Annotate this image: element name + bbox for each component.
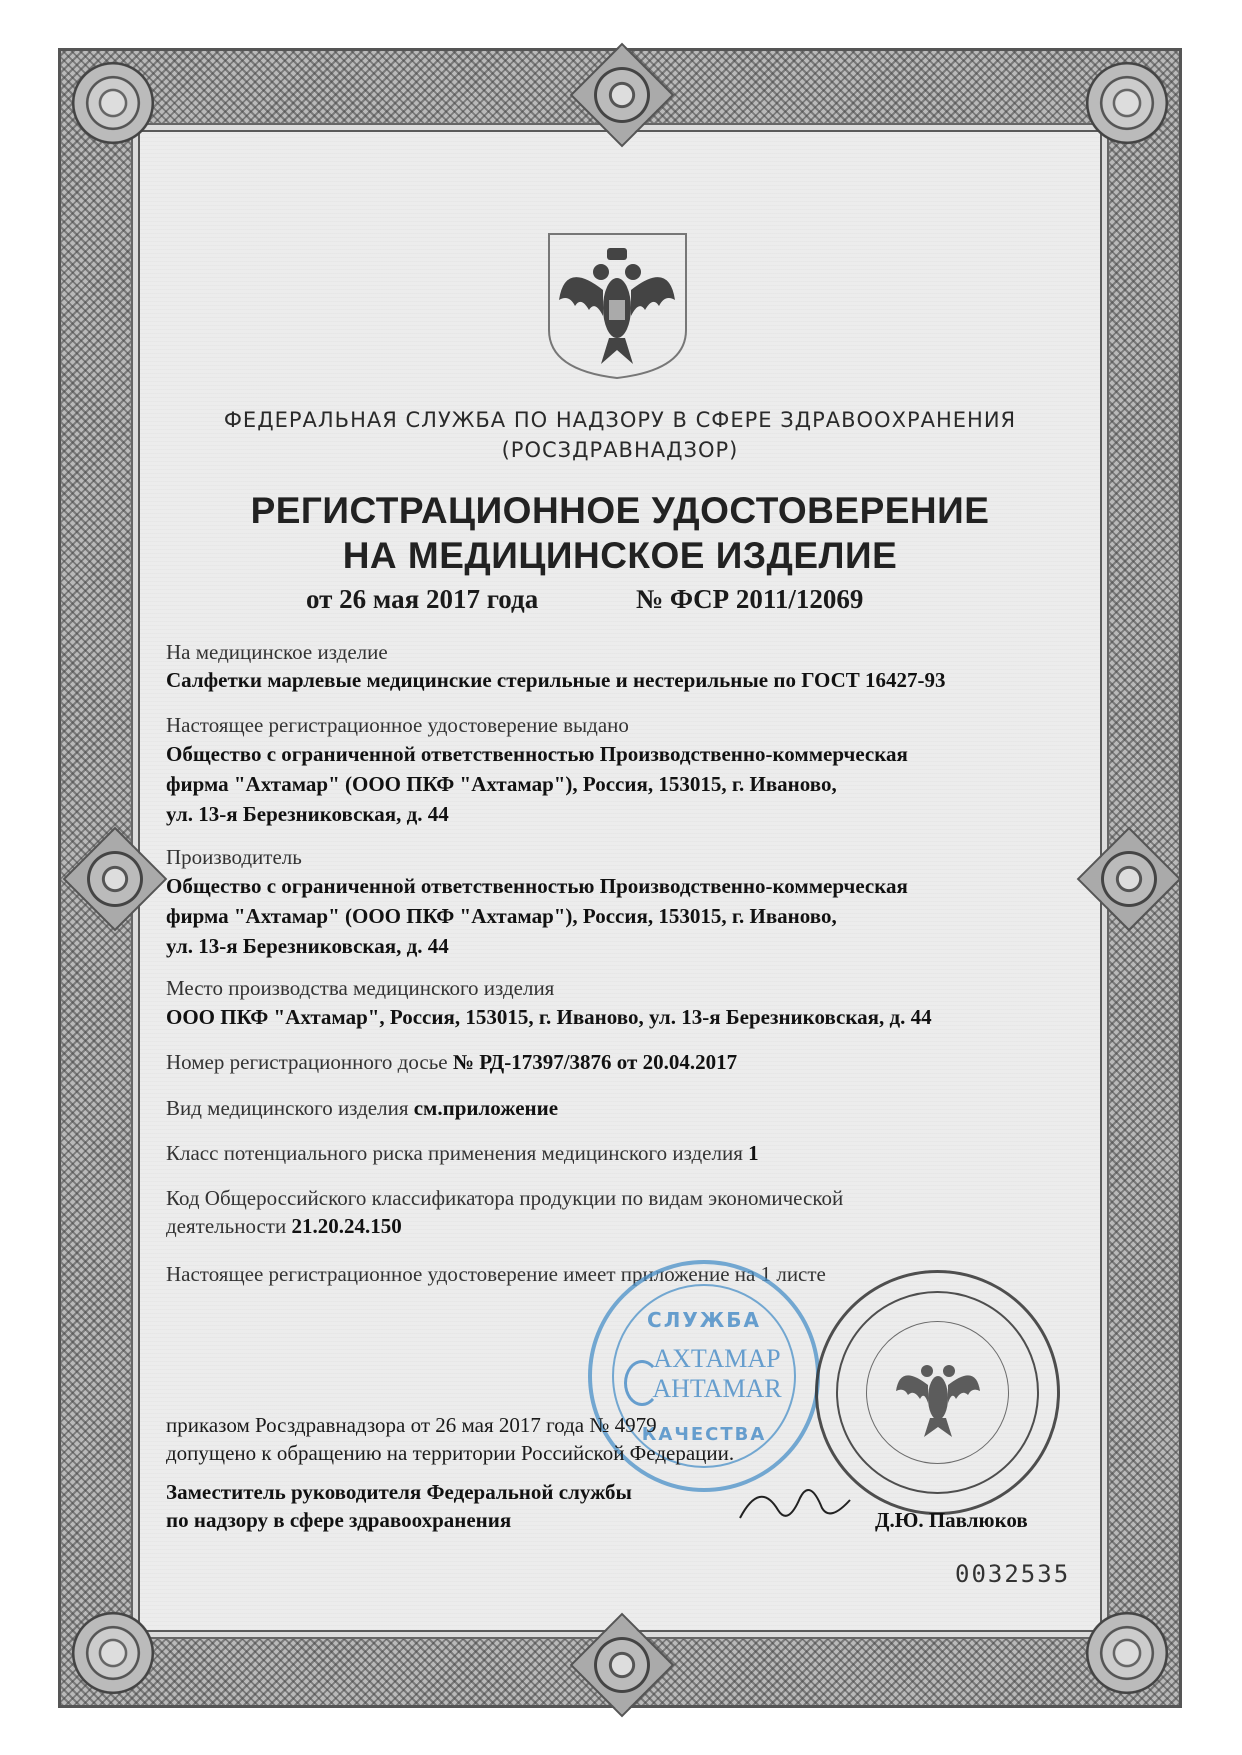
corner-ornament-icon xyxy=(1082,58,1172,148)
document-title: РЕГИСТРАЦИОННОЕ УДОСТОВЕРЕНИЕ xyxy=(250,490,990,531)
device-type-label: Вид медицинского изделия xyxy=(166,1096,409,1120)
issuing-agency-name: ФЕДЕРАЛЬНАЯ СЛУЖБА ПО НАДЗОРУ В СФЕРЕ ЗДРАВООХРАНЕНИЯ xyxy=(223,408,1017,432)
signatory-title: Заместитель руководителя Федеральной службы xyxy=(166,1480,632,1504)
okpd-label-cont: деятельности xyxy=(166,1214,287,1238)
production-site-label: Место производства медицинского изделия xyxy=(166,976,555,1000)
issued-to-line: Общество с ограниченной ответственностью Производственно-коммерческая xyxy=(166,742,908,766)
risk-class-value: 1 xyxy=(748,1141,759,1165)
okpd-row xyxy=(166,1214,402,1239)
seal-text-bottom: КАЧЕСТВА xyxy=(641,1424,767,1445)
issued-to-line: фирма "Ахтамар" (ООО ПКФ "Ахтамар"), Россия, 153015, г. Иваново, xyxy=(166,772,837,796)
device-type-value: см.приложение xyxy=(413,1096,559,1120)
order-line: приказом Росздравнадзора от 26 мая 2017 года № 4979 xyxy=(166,1413,657,1437)
manufacturer-line: фирма "Ахтамар" (ООО ПКФ "Ахтамар"), Россия, 153015, г. Иваново, xyxy=(166,904,837,928)
seal-text-mid1: АХТАМАР xyxy=(653,1344,781,1373)
signatory-name: Д.Ю. Павлюков xyxy=(875,1508,1028,1532)
certificate-number: № ФСР 2011/12069 xyxy=(636,584,864,614)
manufacturer-line: ул. 13-я Березниковская, д. 44 xyxy=(166,934,449,958)
signatory-title-cont: по надзору в сфере здравоохранения xyxy=(166,1508,512,1532)
seal-text-mid2: AHTAMAR xyxy=(652,1374,782,1403)
order-line: допущено к обращению на территории Российской Федерации. xyxy=(166,1441,735,1465)
document-subtitle: НА МЕДИЦИНСКОЕ ИЗДЕЛИЕ xyxy=(342,535,898,576)
device-value: Салфетки марлевые медицинские стерильные и нестерильные по ГОСТ 16427-93 xyxy=(166,668,946,692)
issued-to-line: ул. 13-я Березниковская, д. 44 xyxy=(166,802,449,826)
risk-class-row xyxy=(166,1141,759,1166)
production-site-value: ООО ПКФ "Ахтамар", Россия, 153015, г. Иваново, ул. 13-я Березниковская, д. 44 xyxy=(166,1005,932,1029)
corner-ornament-icon xyxy=(68,58,158,148)
signature-icon xyxy=(730,1470,880,1530)
issued-to-label: Настоящее регистрационное удостоверение выдано xyxy=(166,713,629,737)
russian-eagle-emblem-icon xyxy=(545,230,690,380)
manufacturer-line: Общество с ограниченной ответственностью Производственно-коммерческая xyxy=(166,874,908,898)
appendix-note: Настоящее регистрационное удостоверение имеет приложение на 1 листе xyxy=(166,1262,826,1286)
okpd-value: 21.20.24.150 xyxy=(291,1214,402,1238)
seal-text-top: СЛУЖБА xyxy=(647,1308,761,1332)
issuing-agency-abbr: (РОСЗДРАВНАДЗОР) xyxy=(501,438,739,462)
risk-class-label: Класс потенциального риска применения медицинского изделия xyxy=(166,1141,743,1165)
dossier-label: Номер регистрационного досье xyxy=(166,1050,448,1074)
device-label: На медицинское изделие xyxy=(166,640,388,664)
serial-number: 0032535 xyxy=(955,1560,1071,1588)
dossier-value: № РД-17397/3876 от 20.04.2017 xyxy=(452,1050,738,1074)
corner-ornament-icon xyxy=(1082,1608,1172,1698)
corner-ornament-icon xyxy=(68,1608,158,1698)
dossier-row xyxy=(166,1050,737,1075)
issue-date: от 26 мая 2017 года xyxy=(306,584,539,614)
device-type-row xyxy=(166,1096,558,1121)
okpd-label: Код Общероссийского классификатора продукции по видам экономической xyxy=(166,1186,844,1210)
manufacturer-label: Производитель xyxy=(166,845,302,869)
